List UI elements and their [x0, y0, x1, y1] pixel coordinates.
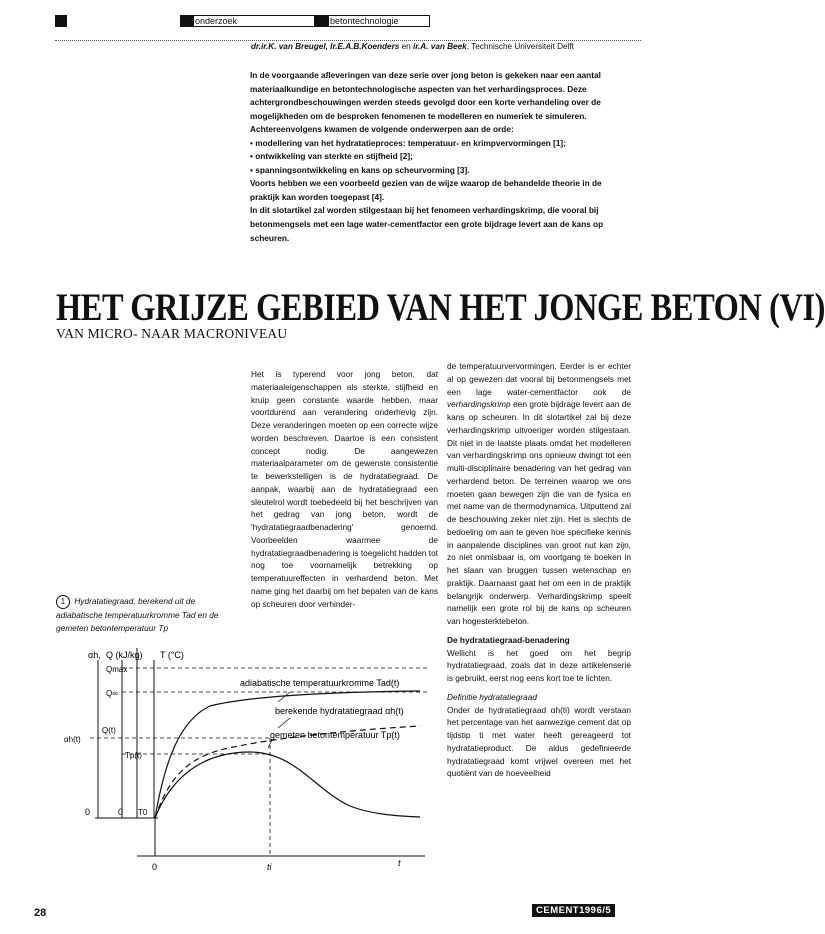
pointer-1 [278, 692, 290, 702]
y-label-3: T (°C) [160, 650, 184, 660]
author-and: en [399, 42, 414, 51]
journal-badge: CEMENT1996/5 [532, 904, 615, 917]
figure-number: 1 [56, 595, 70, 609]
header-label-onderzoek: onderzoek [195, 16, 238, 26]
body-paragraph-right-3: Onder de hydratatiegraad αh(ti) wordt verstaan het percentage van het aanwezige cement dat op tijdstip ti met water heeft gereageerd tot hydratatieproduct. De aldus gedefinieerde hydratatiegraad komt vrijwel overeen met het quotiënt van de hoeveelheid [447, 704, 631, 779]
header-black-block [55, 15, 67, 27]
y-label-1: αh, [88, 650, 101, 660]
label-concrete-temp: gemeten betontemperatuur Tp(t) [270, 730, 400, 740]
page-number: 28 [34, 907, 47, 919]
tick-qinf: Q∞ [106, 689, 118, 698]
subsection-heading: Definitie hydratatiegraad [447, 691, 537, 702]
intro-bullet-1: • modellering van het hydratatieproces: temperatuur- en krimpvervormingen [1]; [250, 137, 566, 148]
intro-paragraph-1: In de voorgaande afleveringen van deze serie over jong beton is gekeken naar een aantal materiaalkundige en betontechnologische aspecten van het verhardingsproces. Deze achtergrondbeschouwingen werden steeds gevolgd door een korte verhandeling over de mogelijkheden om de besproken fenomenen te modelleren en numeriek te simuleren. Achtereenvolgens kwamen de volgende onderwerpen aan de orde: [250, 70, 601, 135]
right-p1c: een grote bijdrage levert aan de kans op scheuren. In dit slotartikel zal bij deze verhardingskrimp uitvoeriger worden stilgestaan. Dit niet in de laatste plaats omdat het modelleren van verhardingskrimp ons opnieuw dwingt tot een multi-disciplinaire benadering van het gedrag van verhardend beton. De terreinen waarop we ons moeten gaan bewegen zijn die van de fysica en met name van de thermodynamica. Uitputtend zal de beschouwing zeker niet zijn. Het is slechts de bedoeling om aan te geven hoe specifieke kennis in aanpalende disciplines van groot nut kan zijn, zo niet onmisbaar is, om voortgang te boeken in het slaan van bruggen tussen wetenschap en praktijk. Daarnaast gaat het om een in de praktijk belangrijk onderwerp. Verhardingskrimp speelt namelijk een grote rol bij de kans op scheuren van hogesterktebeton. [447, 399, 631, 626]
right-p1a: de temperatuurvervormingen. Eerder is er echter al op gewezen dat vooral bij betonmengsels met een lage water-cementfactor ook de [447, 361, 631, 397]
tick-t0: T0 [138, 808, 148, 817]
author-affiliation: , Technische Universiteit Delft [466, 42, 574, 51]
tick-zero-2: 0 [118, 807, 124, 817]
body-paragraph-right-1 [447, 360, 631, 628]
tick-alpha: αh(t) [64, 735, 81, 744]
intro-block [250, 69, 628, 245]
tick-zero-1: 0 [85, 807, 91, 817]
tick-qt: Q(t) [102, 726, 116, 735]
body-paragraph-mid: Het is typerend voor jong beton, dat materiaaleigenschappen als sterkte, stijfheid en kruip geen constante waarde hebben, maar voortdurend aan verandering onderhevig zijn. Deze veranderingen moeten op een correcte wijze worden beschreven. Daartoe is een consistent concept nodig. De aangewezen materiaalparameter om de gewenste consistentie te bewerkstelligen is de hydratatiegraad. De aanpak, waarbij aan de hydratatiegraad een sleutelrol wordt toebedeeld bij het beschrijven van het gedrag van jong beton, wordt de 'hydratatiegraadbenadering' genoemd. Voorbeelden waarmee de hydratatiegraadbenadering is toegelicht hadden tot nog toe voornamelijk betrekking op temperatuureffecten in verhardend beton. Met name ging het daarbij om het bepalen van de kans op scheuren door verhinder- [251, 369, 438, 609]
body-paragraph-right-2: Wellicht is het goed om het begrip hydratatiegraad, zoals dat in deze artikelenserie is gebruikt, eerst nog eens kort toe te lichten. [447, 647, 631, 683]
pointer-2 [278, 718, 290, 728]
article-title: HET GRIJZE GEBIED VAN HET JONGE BETON (VI) [56, 285, 825, 329]
author-names: dr.ir.K. van Breugel, Ir.E.A.B.Koenders [251, 42, 400, 51]
label-hydration: berekende hydratatiegraad αh(t) [275, 706, 404, 716]
figure-caption [56, 595, 241, 634]
intro-bullet-3: • spanningsontwikkeling en kans op scheurvorming [3]. [250, 164, 470, 175]
right-p1b-italic: verhardingskrimp [447, 399, 511, 410]
header-marker-2 [315, 15, 329, 27]
hydration-chart [50, 640, 445, 880]
section-heading: De hydratatiegraad-benadering [447, 634, 570, 645]
intro-paragraph-2: Voorts hebben we een voorbeeld gezien van de wijze waarop de behandelde theorie in de praktijk kan worden toegepast [4]. [250, 178, 602, 202]
author-name-3: ir.A. van Beek [413, 42, 467, 51]
x-tick-t: t [398, 858, 401, 868]
header-topic-label [315, 15, 430, 27]
tick-tp: Tp(t) [125, 751, 142, 760]
x-tick-zero: 0 [152, 862, 158, 872]
header-section-label [180, 15, 315, 27]
body-column-right [447, 360, 631, 780]
body-column-middle [251, 368, 438, 610]
figure-caption-text: Hydratatiegraad, berekend uit de adiabatische temperatuurkromme Tad en de gemeten betontemperatuur Tp [56, 596, 219, 633]
intro-bullet-2: • ontwikkeling van sterkte en stijfheid [2]; [250, 151, 413, 162]
intro-paragraph-3: In dit slotartikel zal worden stilgestaan bij het fenomeen verhardingskrimp, die vooral bij betonmengsels met een lage water-cementfactor een grote bijdrage levert aan de kans op scheuren. [250, 205, 604, 243]
header-label-betontechnologie: betontechnologie [330, 16, 399, 26]
label-adiabatic: adiabatische temperatuurkromme Tad(t) [240, 678, 400, 688]
header-marker-1 [180, 15, 194, 27]
y-label-2: Q (kJ/kg) [106, 650, 143, 660]
article-subtitle: VAN MICRO- NAAR MACRONIVEAU [56, 326, 288, 341]
header-divider [55, 40, 641, 41]
tick-qmax: Qmax [106, 665, 128, 674]
x-tick-ti: ti [267, 862, 272, 872]
authors-line [251, 42, 651, 51]
curve-concrete-temp [155, 752, 420, 818]
